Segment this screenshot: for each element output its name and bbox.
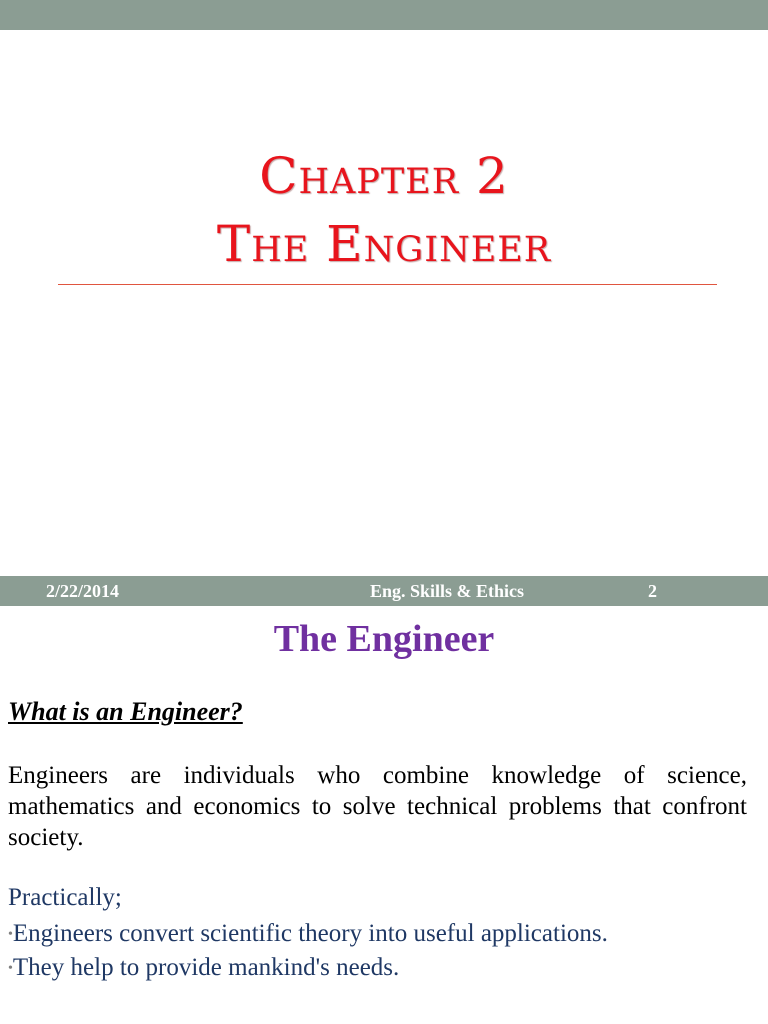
chapter-title bbox=[0, 142, 768, 278]
chapter-title-line-1: Chapter 2 bbox=[259, 147, 509, 205]
list-item bbox=[8, 917, 748, 951]
title-divider bbox=[58, 284, 717, 285]
bullet-dot-icon: • bbox=[8, 927, 13, 942]
bullet-dot-icon: • bbox=[8, 961, 13, 976]
slide-footer bbox=[0, 576, 768, 606]
top-banner bbox=[0, 0, 768, 30]
chapter-title-line-2: The Engineer bbox=[216, 215, 552, 273]
footer-date: 2/22/2014 bbox=[46, 581, 120, 601]
footer-course-title: Eng. Skills & Ethics bbox=[370, 581, 525, 601]
bullet-text: They help to provide mankind's needs. bbox=[12, 954, 400, 981]
bullet-text: Engineers convert scientific theory into useful applications. bbox=[12, 920, 608, 947]
definition-paragraph: Engineers are individuals who combine knowledge of science, mathematics and economics to solve technical problems that confront society. bbox=[8, 762, 747, 851]
question-heading: What is an Engineer? bbox=[8, 697, 243, 726]
list-item bbox=[8, 951, 748, 985]
slide-heading: The Engineer bbox=[273, 618, 495, 660]
footer-page-number: 2 bbox=[648, 581, 657, 601]
practically-label: Practically; bbox=[8, 884, 122, 911]
bullet-list bbox=[8, 917, 748, 985]
